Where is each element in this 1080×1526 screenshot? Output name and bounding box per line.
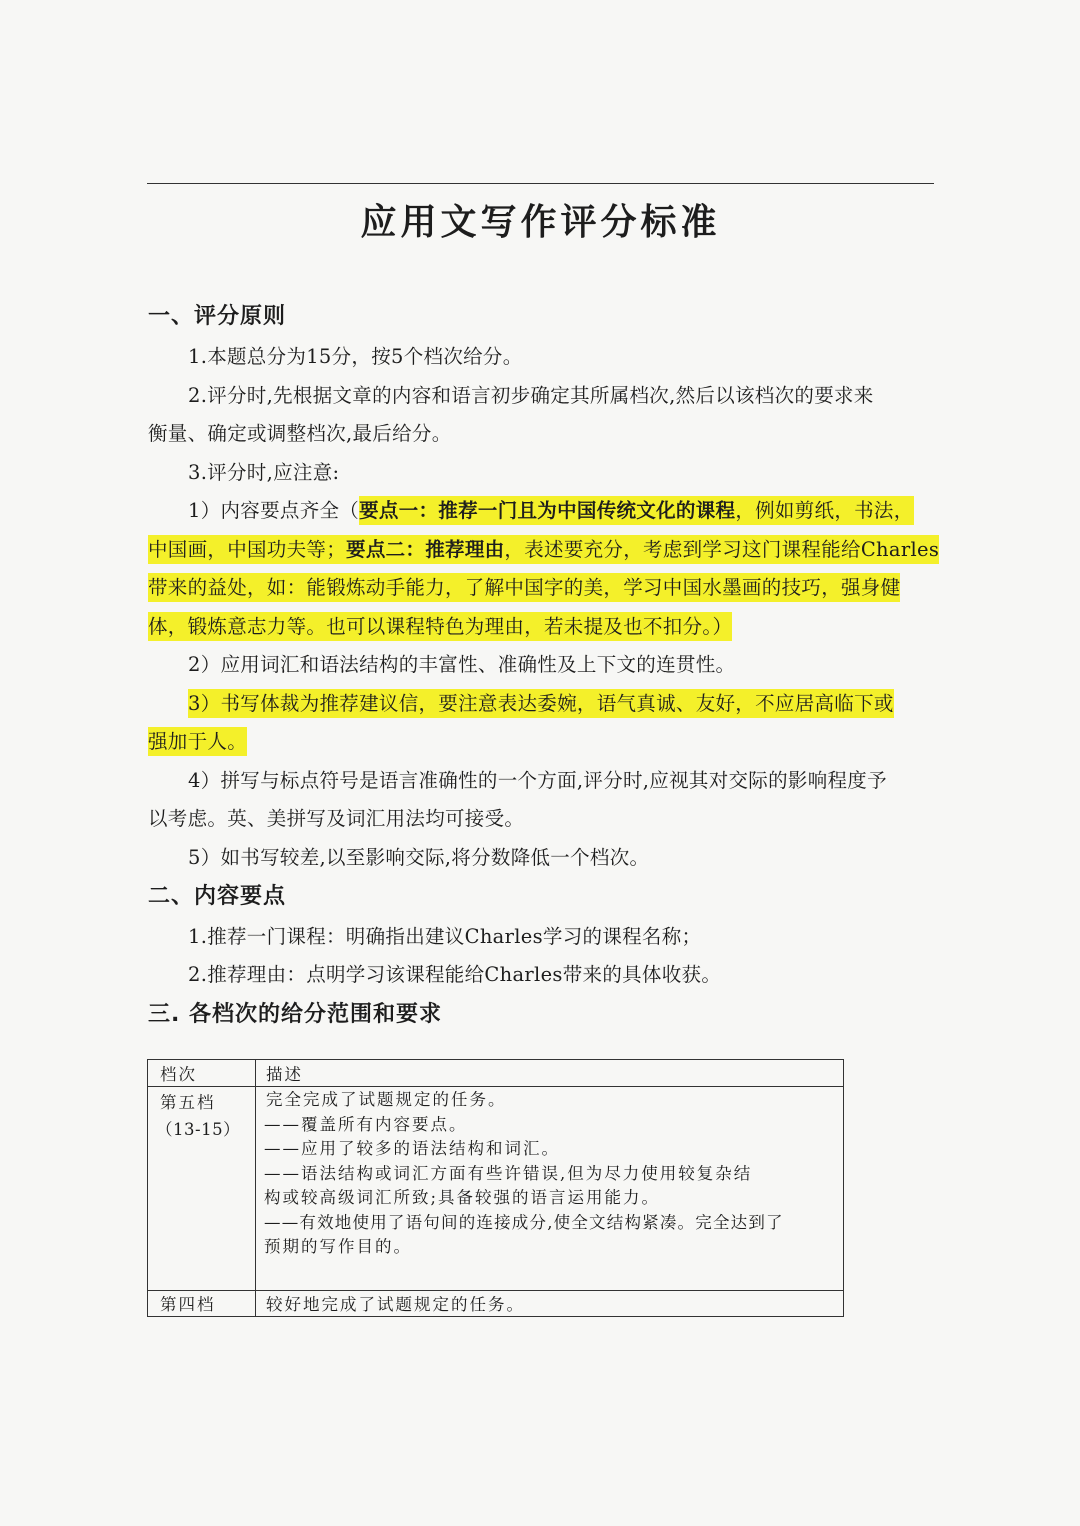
item2: 2）应用词汇和语法结构的丰富性、准确性及上下文的连贯性。: [188, 653, 736, 676]
row5-desc-5: 构或较高级词汇所致;具备较强的语言运用能力。: [264, 1188, 661, 1207]
section1-p2-line2: 衡量、确定或调整档次,最后给分。: [148, 422, 452, 445]
row4-desc: 较好地完成了试题规定的任务。: [266, 1295, 525, 1314]
row5-desc-4: ——语法结构或词汇方面有些许错误,但为尽力使用较复杂结: [264, 1164, 753, 1183]
table-header-level: 档次: [160, 1065, 197, 1084]
section1-p2-line1: 2.评分时,先根据文章的内容和语言初步确定其所属档次,然后以该档次的要求来: [188, 384, 874, 407]
row4-level: 第四档: [160, 1295, 216, 1314]
item1-line3: [148, 569, 938, 608]
row5-desc-7: 预期的写作目的。: [264, 1237, 412, 1256]
item1-line4: [148, 608, 938, 647]
table-row-divider: [148, 1290, 843, 1291]
item3-line2-text: 强加于人。: [148, 727, 247, 756]
item1-point2-label: 要点二：推荐理由: [346, 538, 505, 561]
row5-desc-2: ——覆盖所有内容要点。: [264, 1115, 468, 1134]
section1-heading: 一、评分原则: [148, 304, 287, 329]
section2-heading: 二、内容要点: [148, 884, 287, 909]
item4-line2: 以考虑。英、美拼写及词汇用法均可接受。: [148, 807, 525, 830]
row5-desc-1: 完全完成了试题规定的任务。: [266, 1090, 507, 1109]
item3-line2: [148, 723, 938, 762]
section2-p1: 1.推荐一门课程：明确指出建议Charles学习的课程名称；: [188, 925, 702, 948]
row5-desc-6: ——有效地使用了语句间的连接成分,使全文结构紧凑。完全达到了: [264, 1213, 784, 1232]
row5-range: （13-15）: [156, 1120, 241, 1139]
section1-p3: 3.评分时,应注意:: [188, 461, 340, 484]
table-column-divider: [255, 1060, 256, 1316]
table-header-divider: [148, 1086, 843, 1087]
section2-p2: 2.推荐理由：点明学习该课程能给Charles带来的具体收获。: [188, 963, 722, 986]
row5-desc-3: ——应用了较多的语法结构和词汇。: [264, 1139, 560, 1158]
item3-line1: [148, 685, 978, 724]
item1-point1-rest: ，例如剪纸，书法，: [735, 499, 914, 522]
table-header-desc: 描述: [266, 1065, 303, 1084]
top-rule: [147, 183, 934, 184]
item1-line2: [148, 531, 938, 570]
section3-heading: 三. 各档次的给分范围和要求: [148, 1002, 443, 1027]
item1-line2-a: 中国画，中国功夫等；: [148, 538, 347, 561]
item4-line1: 4）拼写与标点符号是语言准确性的一个方面,评分时,应视其对交际的影响程度予: [188, 769, 887, 792]
item5: 5）如书写较差,以至影响交际,将分数降低一个档次。: [188, 846, 650, 869]
item1-line1: [148, 492, 978, 531]
item1-point1-label: 要点一：推荐一门且为中国传统文化的课程: [359, 499, 736, 522]
item1-line4-text: 体，锻炼意志力等。也可以课程特色为理由，若未提及也不扣分。）: [148, 612, 732, 641]
row5-level: 第五档: [160, 1093, 216, 1112]
section1-p1: 1.本题总分为15分，按5个档次给分。: [188, 345, 523, 368]
item3-line1-text: 3）书写体裁为推荐建议信，要注意表达委婉，语气真诚、友好，不应居高临下或: [188, 689, 894, 718]
item1-line2-b: ，表述要充分，考虑到学习这门课程能给Charles: [504, 538, 940, 561]
item1-prefix: 1）内容要点齐全（: [188, 499, 360, 522]
item1-line3-text: 带来的益处，如：能锻炼动手能力，了解中国字的美，学习中国水墨画的技巧，强身健: [148, 573, 900, 602]
page-title: 应用文写作评分标准: [360, 202, 721, 243]
grading-table: [147, 1059, 844, 1317]
